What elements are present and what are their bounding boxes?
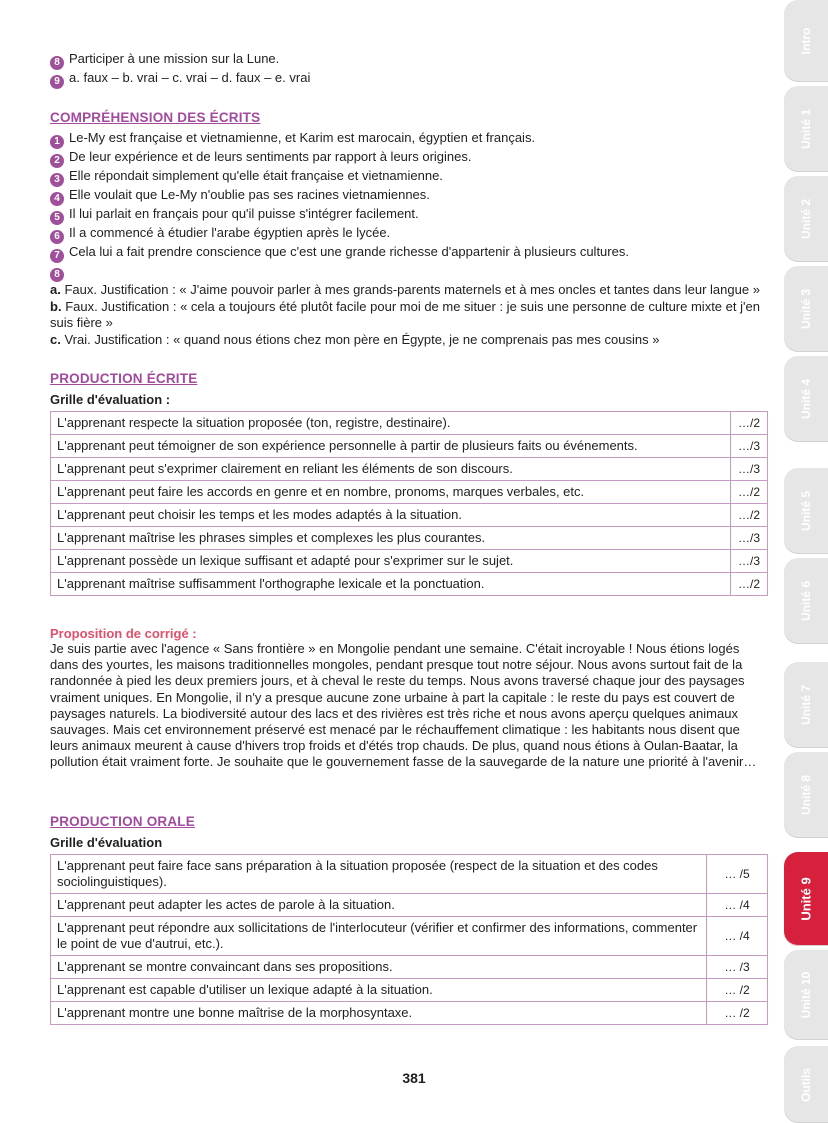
tab-label: Unité 7 [799,684,813,726]
table-row [51,855,768,894]
table-row [51,504,768,527]
table-row [51,435,768,458]
tab-unite-4[interactable] [784,356,828,442]
proposition-text: Je suis partie avec l'agence « Sans frontière » en Mongolie pendant une semaine. C'était incroyable ! Nous étions logés dans des yourtes, les maisons traditionnelles mongoles, pendant presque tout notre séjour. Nous avons surtout fait de la randonnée à pied les deux premiers jours, et à cheval le reste du temps. Nous avons traversé chaque jour des paysages vraiment uniques. En Mongolie, il n'y a presque aucune zone urbaine à part la capitale : le reste du pays est couvert de paysages naturels. La biodiversité autour des lacs et des rivières est très riche et nous avons aperçu quelques animaux sauvages. Mais cet environnement préservé est menacé par le réchauffement climatique : les habitants nous disent que leurs animaux meurent à cause d'hivers trop froids et d'étés trop chauds. De plus, quand nous étions à Oulan-Baatar, la pollution était vraiment forte. Je souhaite que le gouvernement fasse de la sauvegarde de la nature une priorité à l'avenir… [50,641,757,770]
unit-tabs [784,0,828,1123]
table-row [51,894,768,917]
evaluation-table-ecrite [50,411,768,596]
table-row [51,481,768,504]
answer-text: Participer à une mission sur la Lune. [69,51,280,66]
section-title-production-orale: PRODUCTION ORALE [50,814,195,829]
score: …/3 [731,435,768,458]
grille-label: Grille d'évaluation : [50,392,171,407]
criterion: L'apprenant peut s'exprimer clairement en reliant les éléments de son discours. [51,458,731,481]
list-item [50,263,770,282]
tab-label: Unité 3 [799,288,813,330]
list-item [50,206,770,225]
list-item [50,149,770,168]
criterion: L'apprenant possède un lexique suffisant et adapté pour s'exprimer sur le sujet. [51,550,731,573]
tab-label: Unité 6 [799,580,813,622]
production-orale-section [50,814,770,1025]
score: …/3 [731,550,768,573]
justification-text: Faux. Justification : « J'aime pouvoir parler à mes grands-parents maternels et à mes oncles et tantes dans leur langue » [64,282,760,297]
answer-line [50,70,310,89]
tab-label: Unité 2 [799,198,813,240]
table-row [51,979,768,1002]
tab-label: Intro [799,27,813,55]
number-badge: 1 [50,135,64,149]
score: … /3 [707,956,768,979]
number-badge: 4 [50,192,64,206]
score: … /2 [707,979,768,1002]
criterion: L'apprenant peut témoigner de son expérience personnelle à partir de plusieurs faits ou événements. [51,435,731,458]
number-badge: 7 [50,249,64,263]
answer-text: Le-My est française et vietnamienne, et Karim est marocain, égyptien et français. [69,130,536,145]
tab-label: Unité 5 [799,490,813,532]
number-badge: 5 [50,211,64,225]
score: … /4 [707,917,768,956]
tab-label: Unité 1 [799,108,813,150]
page-number: 381 [402,1070,426,1086]
justification [50,282,770,299]
section-title-production-ecrite: PRODUCTION ÉCRITE [50,371,198,386]
answer-text: Il a commencé à étudier l'arabe égyptien après le lycée. [69,225,391,240]
list-item [50,168,770,187]
answer-line [50,51,310,70]
production-ecrite-section [50,371,770,596]
answer-text: Elle répondait simplement qu'elle était française et vietnamienne. [69,168,443,183]
list-item [50,187,770,206]
evaluation-table-orale [50,854,768,1025]
score: …/2 [731,504,768,527]
tab-unite-6[interactable] [784,558,828,644]
justification-label: c. [50,331,61,347]
score: … /4 [707,894,768,917]
list-item [50,244,770,263]
justification-text: Faux. Justification : « cela a toujours été plutôt facile pour moi de me situer : je suis une personne de culture mixte et j'en suis fière » [50,298,760,330]
tab-unite-5[interactable] [784,468,828,554]
table-row [51,956,768,979]
score: … /5 [707,855,768,894]
score: …/2 [731,573,768,596]
tab-intro[interactable] [784,0,828,82]
tab-unite-3[interactable] [784,266,828,352]
score: …/3 [731,527,768,550]
grille-label: Grille d'évaluation [50,835,163,850]
number-badge: 8 [50,268,64,282]
answer-text: a. faux – b. vrai – c. vrai – d. faux – e. vrai [69,70,311,85]
tab-outils[interactable] [784,1046,828,1123]
list-item [50,225,770,244]
table-row [51,412,768,435]
tab-unite-8[interactable] [784,752,828,838]
tab-label: Unité 10 [799,971,813,1019]
top-answers [50,51,310,89]
number-badge: 9 [50,75,64,89]
tab-unite-2[interactable] [784,176,828,262]
justification-label: a. [50,282,61,297]
tab-label: Unité 4 [799,378,813,420]
criterion: L'apprenant peut adapter les actes de parole à la situation. [51,894,707,917]
answer-text: Elle voulait que Le-My n'oublie pas ses racines vietnamiennes. [69,187,430,202]
tab-unite-1[interactable] [784,86,828,172]
criterion: L'apprenant peut faire les accords en genre et en nombre, pronoms, marques verbales, etc. [51,481,731,504]
criterion: L'apprenant maîtrise suffisamment l'orthographe lexicale et la ponctuation. [51,573,731,596]
justification [50,299,770,332]
answer-text: Il lui parlait en français pour qu'il puisse s'intégrer facilement. [69,206,419,221]
score: …/3 [731,458,768,481]
section-title-comprehension: COMPRÉHENSION DES ÉCRITS [50,110,261,125]
tab-label: Unité 9 [798,877,814,921]
justification-label: b. [50,298,62,314]
criterion: L'apprenant respecte la situation proposée (ton, registre, destinaire). [51,412,731,435]
score: …/2 [731,412,768,435]
criterion: L'apprenant maîtrise les phrases simples et complexes les plus courantes. [51,527,731,550]
list-item [50,130,770,149]
tab-unite-9[interactable] [784,852,828,946]
criterion: L'apprenant est capable d'utiliser un lexique adapté à la situation. [51,979,707,1002]
tab-unite-7[interactable] [784,662,828,748]
proposition-section [50,626,766,771]
criterion: L'apprenant peut répondre aux sollicitations de l'interlocuteur (vérifier et confirmer des informations, commenter le point de vue d'autrui, etc.). [51,917,707,956]
comprehension-section [50,110,770,348]
table-row [51,550,768,573]
tab-label: Unité 8 [799,774,813,816]
table-row [51,573,768,596]
criterion: L'apprenant se montre convaincant dans ses propositions. [51,956,707,979]
table-row [51,527,768,550]
number-badge: 3 [50,173,64,187]
number-badge: 2 [50,154,64,168]
tab-unite-10[interactable] [784,950,828,1040]
table-row [51,1002,768,1025]
score: …/2 [731,481,768,504]
table-row [51,917,768,956]
table-row [51,458,768,481]
justification-text: Vrai. Justification : « quand nous étions chez mon père en Égypte, je ne comprenais pas mes cousins » [64,331,660,347]
answer-text: Cela lui a fait prendre conscience que c'est une grande richesse d'appartenir à plusieurs cultures. [69,244,629,259]
score: … /2 [707,1002,768,1025]
justification [50,332,770,349]
number-badge: 6 [50,230,64,244]
number-badge: 8 [50,56,64,70]
answer-text: De leur expérience et de leurs sentiments par rapport à leurs origines. [69,149,472,164]
criterion: L'apprenant peut faire face sans préparation à la situation proposée (respect de la situation et des codes sociolinguistiques). [51,855,707,894]
tab-label: Outils [799,1067,813,1102]
criterion: L'apprenant montre une bonne maîtrise de la morphosyntaxe. [51,1002,707,1025]
criterion: L'apprenant peut choisir les temps et les modes adaptés à la situation. [51,504,731,527]
proposition-title: Proposition de corrigé : [50,626,197,641]
